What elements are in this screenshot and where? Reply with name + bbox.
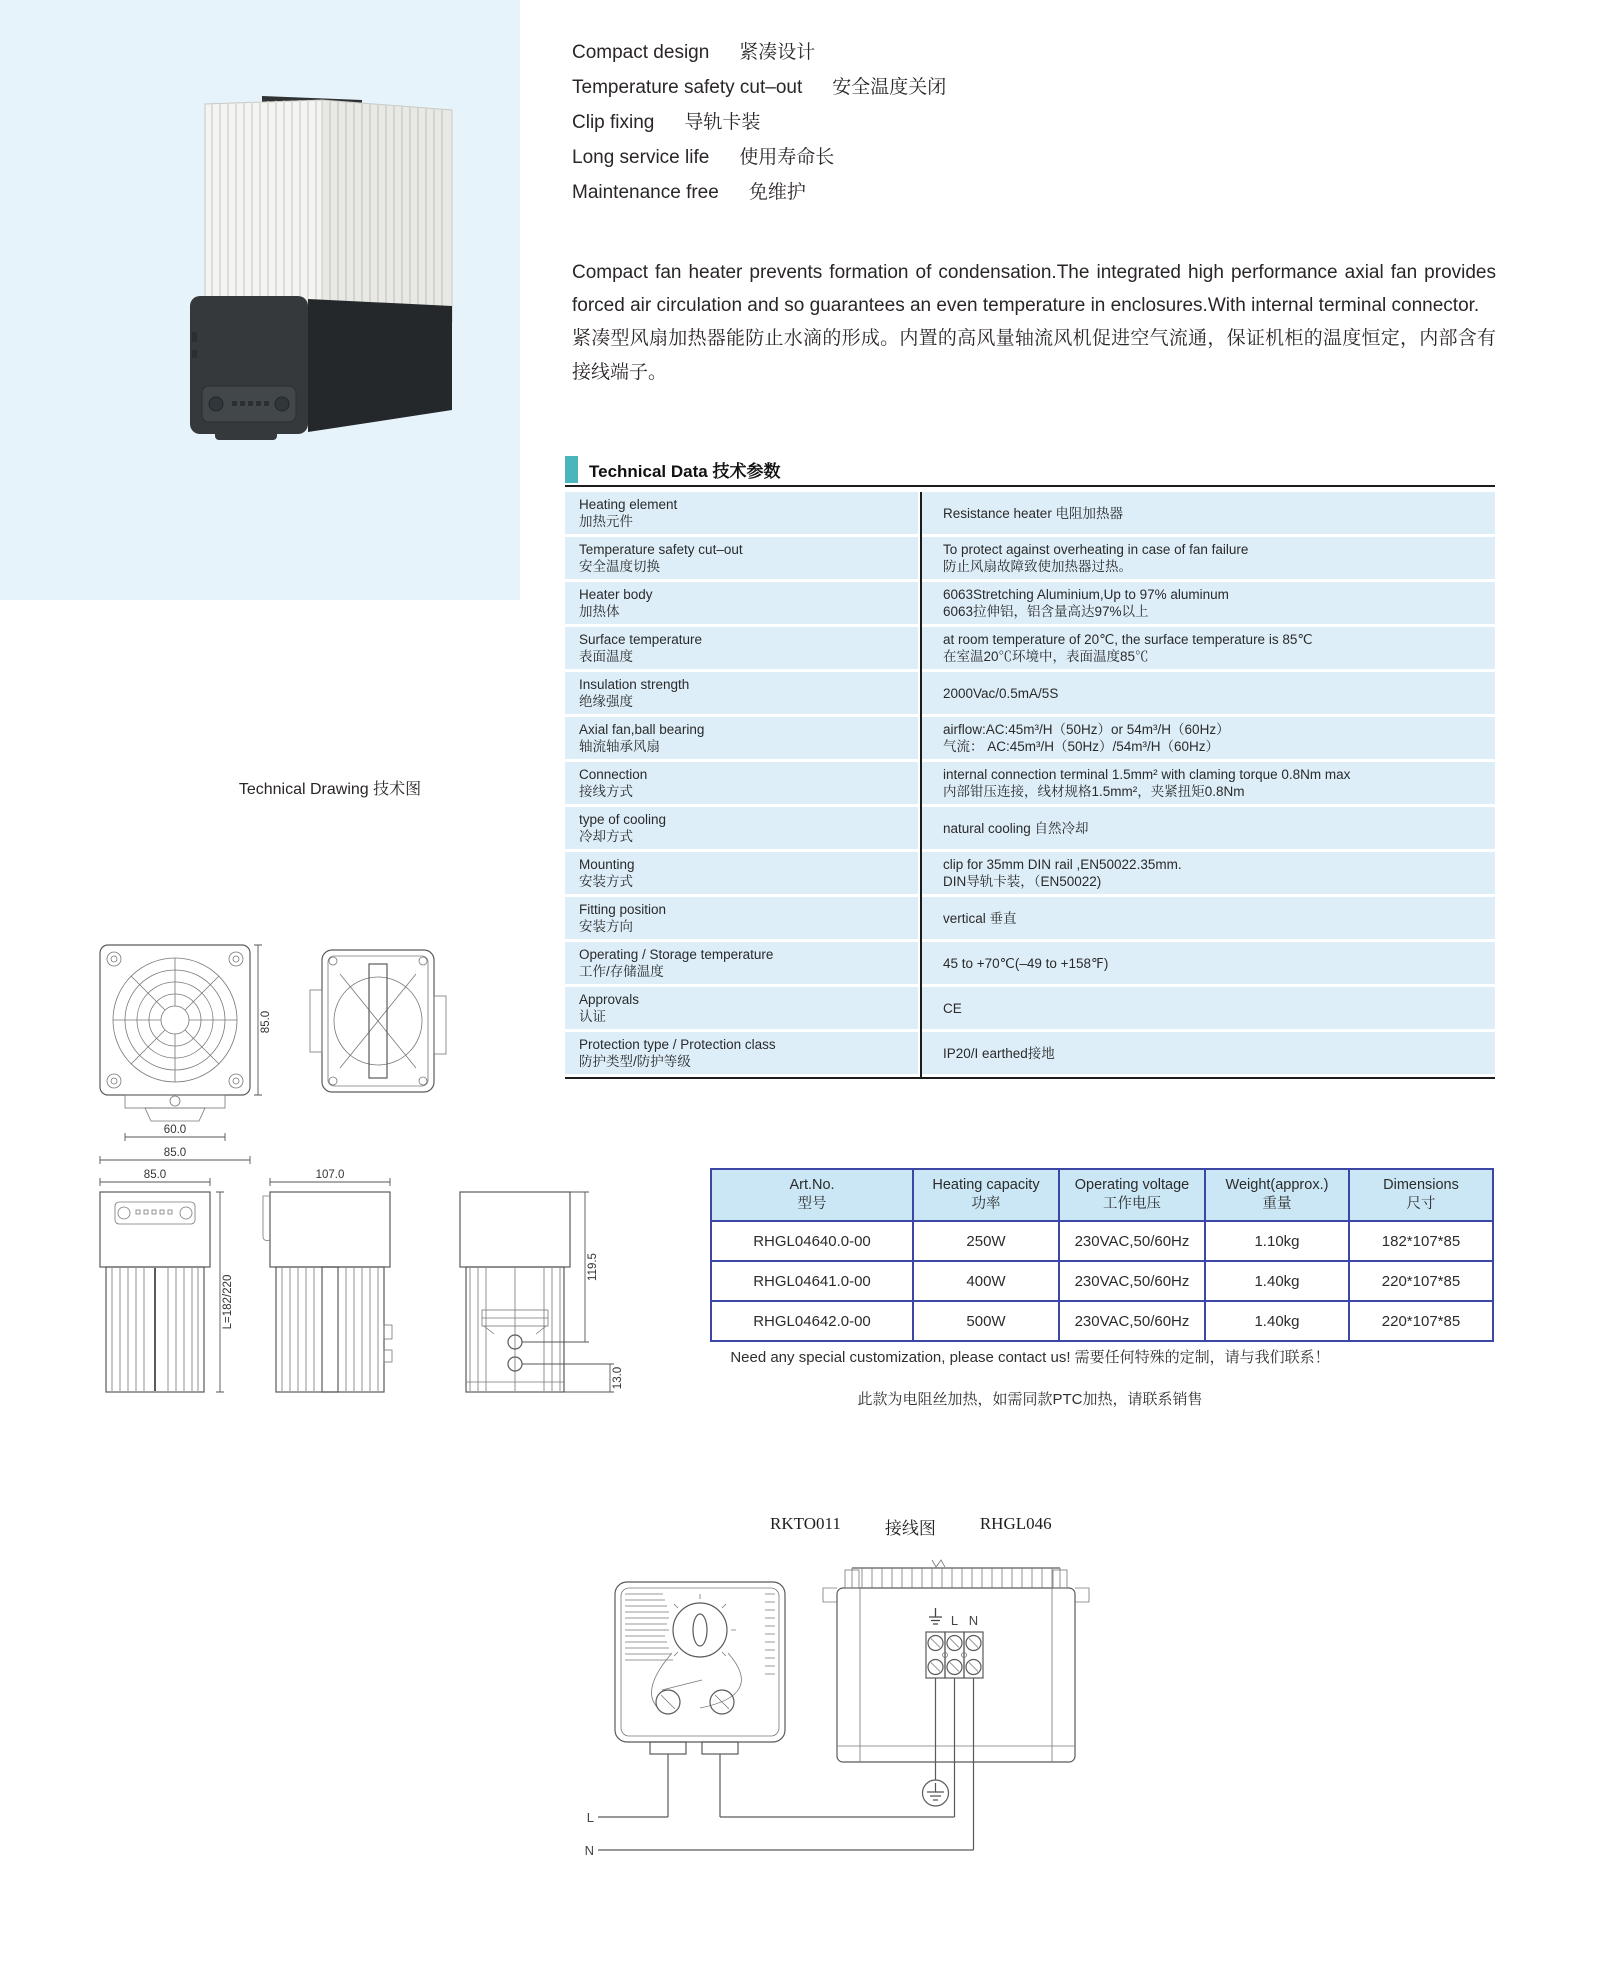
param-en: Connection: [579, 767, 648, 782]
cell-voltage: 230VAC,50/60Hz: [1058, 1220, 1204, 1260]
feature-item: [572, 42, 946, 64]
product-description: [572, 256, 1496, 390]
heater-model: RHGL046: [979, 1514, 1052, 1533]
customization-note: Need any special customization, please contact us! 需要任何特殊的定制，请与我们联系！: [730, 1349, 1330, 1366]
table-row: [565, 492, 1495, 534]
table-row: [565, 1032, 1495, 1074]
cell-weight: 1.10kg: [1204, 1220, 1348, 1260]
feature-list: [572, 42, 946, 217]
feature-zh: 免维护: [748, 182, 806, 203]
feature-item: [572, 112, 946, 134]
feature-item: [572, 182, 946, 204]
cell-artno: RHGL04640.0-00: [712, 1220, 912, 1260]
param-value: natural cooling 自然冷却: [943, 820, 1089, 836]
param-value: 在室温20℃环境中，表面温度85℃: [943, 649, 1149, 664]
terminal-n-label: N: [968, 1613, 979, 1628]
param-value: 6063Stretching Aluminium,Up to 97% aluminum: [943, 587, 1229, 602]
param-value: 6063拉伸铝，铝含量高达97%以上: [943, 604, 1149, 619]
param-value: IP20/I earthed接地: [943, 1045, 1055, 1061]
param-en: Mounting: [579, 857, 635, 872]
description-en: Compact fan heater prevents formation of condensation.The integrated high performance axial fan provides forced air circulation and so guarantees an even temperature in enclosures.With internal terminal connector.: [572, 262, 1496, 316]
earth-icon: [929, 1608, 942, 1624]
param-zh: 加热体: [579, 604, 620, 619]
table-row: [565, 807, 1495, 849]
param-zh: 表面温度: [579, 649, 633, 664]
heater-drawing: [823, 1560, 1089, 1806]
param-value: To protect against overheating in case of fan failure: [943, 542, 1249, 557]
dim-front-height: 85.0: [260, 1010, 272, 1034]
param-zh: 认证: [579, 1009, 606, 1024]
param-zh: 防护类型/防护等级: [579, 1054, 691, 1069]
dim-front-clip-width: 60.0: [163, 1124, 187, 1136]
side-fan-view: [310, 950, 446, 1092]
feature-zh: 导轨卡装: [684, 112, 761, 133]
accent-bar: [565, 456, 578, 483]
param-en: Approvals: [579, 992, 640, 1007]
param-zh: 安装方向: [579, 919, 633, 934]
fan-heater-photo: [0, 0, 520, 600]
feature-en: Temperature safety cut–out: [572, 77, 803, 98]
param-value: clip for 35mm DIN rail ,EN50022.35mm.: [943, 857, 1182, 872]
technical-data-header: [565, 453, 1495, 487]
param-en: Surface temperature: [579, 632, 703, 647]
wiring-diagram: [550, 1550, 1150, 1962]
product-photo-panel: [0, 0, 520, 600]
feature-zh: 紧凑设计: [739, 42, 816, 63]
technical-drawings: [70, 930, 630, 1430]
param-en: Temperature safety cut–out: [579, 542, 743, 557]
cell-voltage: 230VAC,50/60Hz: [1058, 1260, 1204, 1300]
elevation-front-view: [100, 1169, 234, 1392]
cell-dimensions: 220*107*85: [1348, 1260, 1492, 1300]
param-zh: 安装方式: [579, 874, 633, 889]
param-en: Operating / Storage temperature: [579, 947, 774, 962]
dim-elev1-length: L=182/220: [222, 1274, 234, 1330]
param-value: internal connection terminal 1.5mm² with claming torque 0.8Nm max: [943, 767, 1351, 782]
table-row: [565, 852, 1495, 894]
table-row: [565, 897, 1495, 939]
drawing-caption: Technical Drawing 技术图: [238, 781, 422, 798]
table-row: [565, 717, 1495, 759]
param-en: Axial fan,ball bearing: [579, 722, 705, 737]
dim-elev2-width: 107.0: [315, 1169, 345, 1181]
table-row: [565, 627, 1495, 669]
wiring-title: 接线图: [884, 1519, 936, 1538]
technical-data-title: Technical Data 技术参数: [589, 461, 781, 481]
front-fan-view: [100, 945, 272, 1164]
param-zh: 工作/存储温度: [579, 964, 664, 979]
table-column-divider: [920, 492, 922, 1077]
feature-zh: 使用寿命长: [739, 147, 835, 168]
param-value: at room temperature of 20℃, the surface temperature is 85℃: [943, 632, 1313, 647]
cell-weight: 1.40kg: [1204, 1300, 1348, 1340]
dim-elev1-width: 85.0: [143, 1169, 167, 1181]
earth-terminal-icon: [927, 1783, 944, 1800]
table-bottom-rule: [565, 1077, 1495, 1079]
cell-capacity: 250W: [912, 1220, 1058, 1260]
param-en: type of cooling: [579, 812, 667, 827]
technical-data-table: [565, 492, 1495, 1074]
feature-en: Maintenance free: [572, 182, 719, 203]
cell-weight: 1.40kg: [1204, 1260, 1348, 1300]
col-header-voltage: Operating voltage 工作电压: [1058, 1170, 1204, 1220]
param-value: DIN导轨卡装，（EN50022): [943, 874, 1102, 889]
table-row: [565, 762, 1495, 804]
elevation-side-view: [263, 1169, 392, 1392]
param-en: Heating element: [579, 497, 678, 512]
thermostat-model: RKTO011: [770, 1514, 841, 1533]
param-en: Protection type / Protection class: [579, 1037, 776, 1052]
table-row: [565, 672, 1495, 714]
col-header-dimensions: Dimensions 尺寸: [1348, 1170, 1492, 1220]
cell-capacity: 400W: [912, 1260, 1058, 1300]
feature-item: [572, 77, 946, 99]
cell-artno: RHGL04642.0-00: [712, 1300, 912, 1340]
param-zh: 安全温度切换: [579, 559, 660, 574]
param-value: 内部钳压连接，线材规格1.5mm²，夹紧扭矩0.8Nm: [943, 784, 1245, 799]
ptc-note: 此款为电阻丝加热，如需同款PTC加热，请联系销售: [857, 1391, 1203, 1408]
col-header-capacity: Heating capacity 功率: [912, 1170, 1058, 1220]
feature-item: [572, 147, 946, 169]
thermostat-drawing: [615, 1582, 785, 1754]
param-value: airflow:AC:45m³/H（50Hz）or 54m³/H（60Hz）: [943, 722, 1230, 737]
terminal-l-label: L: [950, 1613, 959, 1628]
param-zh: 绝缘强度: [579, 694, 633, 709]
wiring-diagram-title: [770, 1514, 1052, 1539]
dim-elev3-hole: 13.0: [612, 1366, 624, 1390]
param-zh: 加热元件: [579, 514, 633, 529]
line-n-label: N: [584, 1843, 594, 1858]
cell-dimensions: 182*107*85: [1348, 1220, 1492, 1260]
cell-dimensions: 220*107*85: [1348, 1300, 1492, 1340]
line-l-label: L: [586, 1810, 594, 1825]
table-row: [565, 582, 1495, 624]
dim-front-width: 85.0: [163, 1147, 187, 1159]
param-value: 2000Vac/0.5mA/5S: [943, 685, 1059, 701]
feature-en: Clip fixing: [572, 112, 655, 133]
cell-capacity: 500W: [912, 1300, 1058, 1340]
feature-zh: 安全温度关闭: [832, 77, 947, 98]
param-en: Fitting position: [579, 902, 667, 917]
description-zh: 紧凑型风扇加热器能防止水滴的形成。内置的高风量轴流风机促进空气流通，保证机柜的温度恒定，内部含有接线端子。: [572, 328, 1496, 383]
param-value: 45 to +70℃(–49 to +158℉): [943, 955, 1109, 971]
param-en: Heater body: [579, 587, 653, 602]
col-header-artno: Art.No. 型号: [712, 1170, 912, 1220]
param-en: Insulation strength: [579, 677, 690, 692]
param-value: 气流： AC:45m³/H（50Hz）/54m³/H（60Hz）: [943, 739, 1220, 754]
feature-en: Compact design: [572, 42, 710, 63]
param-value: CE: [943, 1000, 962, 1016]
cell-artno: RHGL04641.0-00: [712, 1260, 912, 1300]
param-value: 防止风扇故障致使加热器过热。: [943, 559, 1132, 574]
param-zh: 接线方式: [579, 784, 633, 799]
product-selection-table: [710, 1168, 1494, 1342]
table-row: [565, 537, 1495, 579]
cell-voltage: 230VAC,50/60Hz: [1058, 1300, 1204, 1340]
feature-en: Long service life: [572, 147, 710, 168]
param-zh: 轴流轴承风扇: [579, 739, 660, 754]
param-value: vertical 垂直: [943, 910, 1017, 926]
param-zh: 冷却方式: [579, 829, 633, 844]
dim-elev3-height: 119.5: [587, 1253, 599, 1281]
param-value: Resistance heater 电阻加热器: [943, 505, 1124, 521]
table-row: [565, 987, 1495, 1029]
table-row: [565, 942, 1495, 984]
col-header-weight: Weight(approx.) 重量: [1204, 1170, 1348, 1220]
